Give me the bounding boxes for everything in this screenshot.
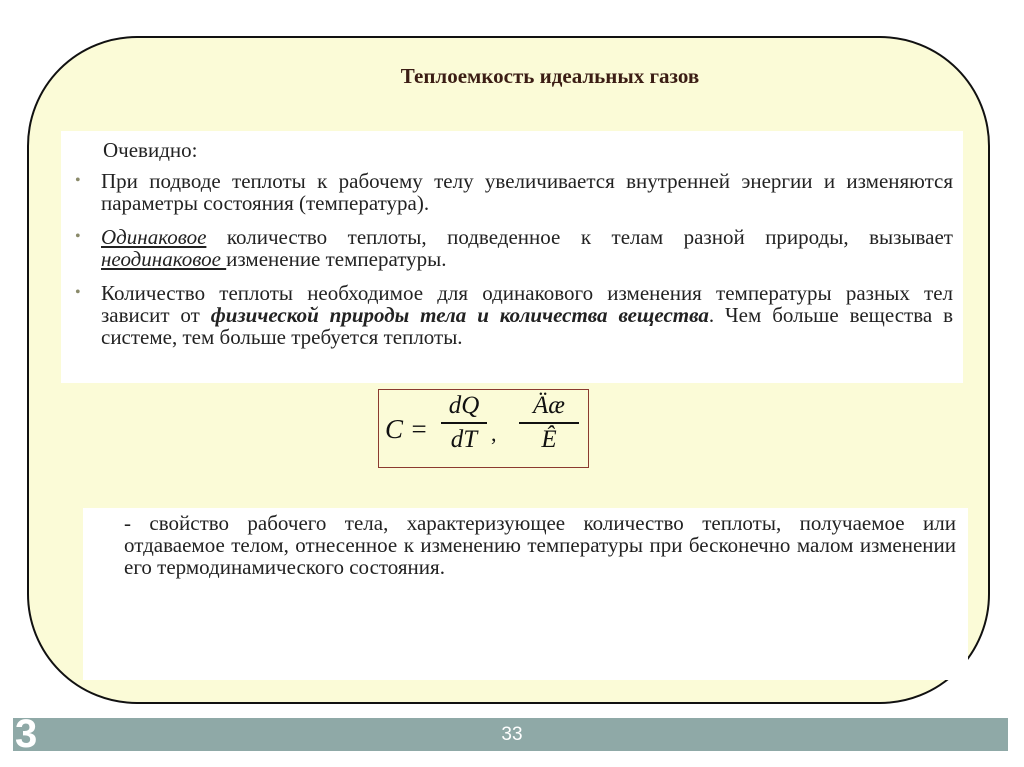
formula-comma: , [491,421,497,446]
formula-numerator: Äæ [533,392,565,419]
formula-denominator: Ê [541,425,557,453]
intro-text: Очевидно: [103,138,198,162]
definition-text: - свойство рабочего тела, характеризующее количество теплоты, получаемое или отдаваемое телом, отнесенное к изменению температуры при бесконечно малом изменении его термодинамического состояния. [124,511,956,579]
page-number: 33 [501,724,523,745]
emphasis-physical-nature: физической природы тела и количества вещества [210,303,709,327]
formula-fraction-2 [519,392,579,454]
bullet-item [75,226,953,270]
bullet-text: При подводе теплоты к рабочему телу увеличивается внутренней энергии и изменяются параметры состояния (температура). [101,169,953,215]
formula-denominator: dT [450,425,478,453]
bullet-text: количество теплоты, подведенное к телам разной природы, вызывает [206,225,953,249]
emphasis-different: неодинаковое [101,247,227,271]
bullet-dot-icon: • [75,172,81,189]
bullet-text: изменение температуры. [226,247,447,271]
emphasis-same: Одинаковое [101,225,207,249]
bullet-text: Количество теплоты необходимое для одинакового изменения температуры разных тел зависит от [101,281,953,327]
formula-lhs: C = [385,414,428,444]
bullet-item [75,282,953,348]
section-number: 3 [15,712,38,756]
formula-numerator: dQ [448,392,480,419]
bullet-text: . Чем больше вещества в системе, тем больше требуется теплоты. [101,303,953,349]
formula-box [378,389,589,468]
bullet-dot-icon: • [75,228,81,245]
bullet-dot-icon: • [75,284,81,301]
fraction-bar [519,422,579,424]
fraction-bar [441,422,487,424]
slide-title: Теплоемкость идеальных газов [400,64,700,88]
bullet-item [75,170,953,214]
formula-fraction-1 [441,392,487,454]
